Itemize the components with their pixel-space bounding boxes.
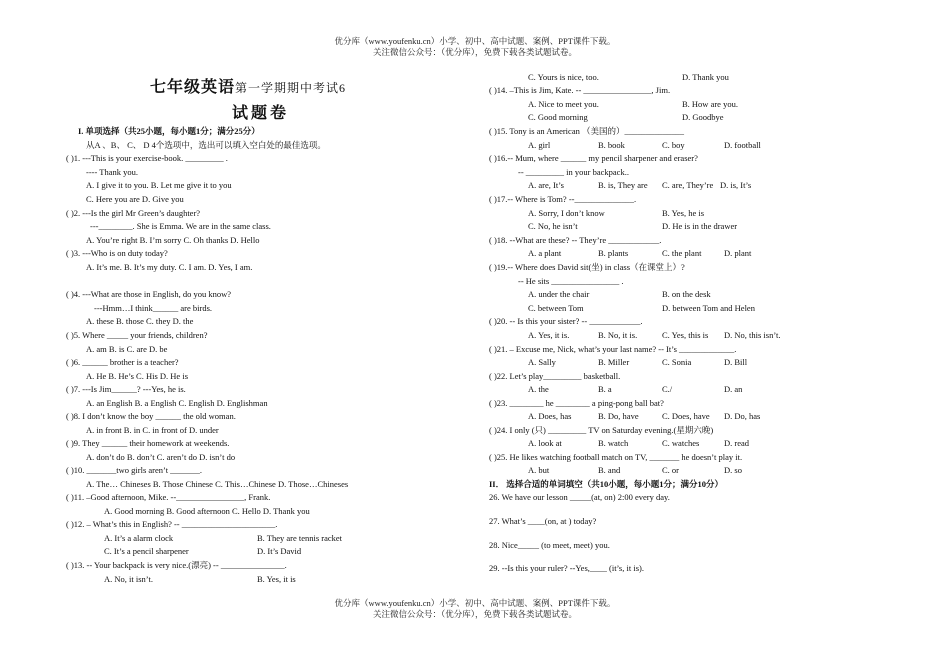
question-20: ( )20. -- Is this your sister? -- ____________. bbox=[489, 316, 643, 326]
question-12-option-b: B. They are tennis racket bbox=[257, 533, 343, 543]
question-1-options-ab: A. I give it to you. B. Let me give it to you bbox=[86, 180, 232, 190]
question-17-option-c: C. No, he isn’t bbox=[528, 221, 578, 231]
question-27: 27. What’s ____(on, at ) today? bbox=[489, 516, 597, 526]
question-22-option-d: D. an bbox=[724, 384, 743, 394]
question-25: ( )25. He likes watching football match on TV, _______ he doesn’t play it. bbox=[489, 452, 743, 462]
question-7: ( )7. ---Is Jim______? ---Yes, he is. bbox=[66, 384, 186, 394]
section-2-heading: II． 选择合适的单词填空（共10小题，每小题1分；满分10分） bbox=[489, 479, 723, 489]
question-15-option-d: D. football bbox=[724, 140, 761, 150]
question-1-reply: ---- Thank you. bbox=[86, 167, 139, 177]
question-21-option-b: B. Miller bbox=[598, 357, 630, 367]
question-22: ( )22. Let’s play_________ basketball. bbox=[489, 371, 621, 381]
question-14: ( )14. –This is Jim, Kate. -- ________________, Jim. bbox=[489, 85, 671, 95]
question-17-option-a: A. Sorry, I don’t know bbox=[528, 208, 605, 218]
question-19-reply: -- He sits ________________ . bbox=[518, 276, 624, 286]
question-18-option-c: C. the plant bbox=[662, 248, 702, 258]
question-17-option-b: B. Yes, he is bbox=[662, 208, 705, 218]
question-24: ( )24. I only (只) _________ TV on Saturday evening.(星期六晚) bbox=[489, 425, 714, 435]
question-4: ( )4. ---What are those in English, do you know? bbox=[66, 289, 231, 299]
question-25-option-b: B. and bbox=[598, 465, 621, 475]
question-22-option-c: C./ bbox=[662, 384, 673, 394]
question-2: ( )2. ---Is the girl Mr Green’s daughter? bbox=[66, 208, 201, 218]
question-8: ( )8. I don’t know the boy ______ the old woman. bbox=[66, 411, 236, 421]
exam-title-main: 七年级英语 bbox=[150, 79, 236, 96]
question-26: 26. We have our lesson _____(at, on) 2:00 every day. bbox=[489, 492, 670, 502]
question-23-option-a: A. Does, has bbox=[528, 411, 572, 421]
question-3-options: A. It’s me. B. It’s my duty. C. I am. D. Yes, I am. bbox=[86, 262, 253, 272]
question-19-option-d: D. between Tom and Helen bbox=[662, 303, 755, 313]
question-2-options: A. You’re right B. I’m sorry C. Oh thanks D. Hello bbox=[86, 235, 260, 245]
question-25-option-a: A. but bbox=[528, 465, 550, 475]
question-19-option-b: B. on the desk bbox=[662, 289, 711, 299]
question-13-option-d: D. Thank you bbox=[682, 72, 729, 82]
question-13-option-c: C. Yours is nice, too. bbox=[528, 72, 599, 82]
question-15-option-a: A. girl bbox=[528, 140, 551, 150]
question-11-options: A. Good morning B. Good afternoon C. Hello D. Thank you bbox=[104, 506, 310, 516]
question-24-option-a: A. look at bbox=[528, 438, 562, 448]
question-18-option-a: A. a plant bbox=[528, 248, 562, 258]
question-12-option-c: C. It’s a pencil sharpener bbox=[104, 546, 189, 556]
question-2-reply: ---________. She is Emma. We are in the same class. bbox=[90, 221, 271, 231]
question-29: 29. --Is this your ruler? --Yes,____ (it’s, it is). bbox=[489, 563, 644, 573]
question-16: ( )16.-- Mum, where ______ my pencil sharpener and eraser? bbox=[489, 153, 698, 163]
question-5-options: A. am B. is C. are D. be bbox=[86, 344, 168, 354]
question-3: ( )3. ---Who is on duty today? bbox=[66, 248, 168, 258]
question-12: ( )12. – What’s this in English? -- ______________________. bbox=[66, 519, 278, 529]
question-25-option-d: D. so bbox=[724, 465, 742, 475]
question-15-option-b: B. book bbox=[598, 140, 625, 150]
question-15-option-c: C. boy bbox=[662, 140, 685, 150]
question-21-option-a: A. Sally bbox=[528, 357, 556, 367]
question-17: ( )17.-- Where is Tom? --______________. bbox=[489, 194, 637, 204]
question-20-option-a: A. Yes, it is. bbox=[528, 330, 570, 340]
paper-title: 试题卷 bbox=[232, 105, 290, 122]
question-11: ( )11. –Good afternoon, Mike. --________________, Frank. bbox=[66, 492, 271, 502]
question-5: ( )5. Where _____ your friends, children? bbox=[66, 330, 208, 340]
question-18: ( )18. --What are these? -- They’re ____________. bbox=[489, 235, 662, 245]
question-16-option-b: B. is, They are bbox=[598, 180, 648, 190]
question-24-option-d: D. read bbox=[724, 438, 750, 448]
question-21-option-d: D. Bill bbox=[724, 357, 748, 367]
question-1-options-cd: C. Here you are D. Give you bbox=[86, 194, 184, 204]
exam-title bbox=[150, 74, 346, 97]
footer-line-1: 优分库（www.youfenku.cn）小学、初中、高中试题、案例、PPT课件下载。 bbox=[334, 598, 616, 608]
question-23-option-c: C. Does, have bbox=[662, 411, 710, 421]
question-1: ( )1. ---This is your exercise-book. _________ . bbox=[66, 153, 228, 163]
question-16-reply: -- _________ in your backpack.. bbox=[518, 167, 629, 177]
question-20-option-b: B. No, it is. bbox=[598, 330, 638, 340]
page-footer bbox=[0, 598, 950, 620]
question-13-option-b: B. Yes, it is bbox=[257, 574, 296, 584]
question-6: ( )6. ______ brother is a teacher? bbox=[66, 357, 179, 367]
question-10-options: A. The… Chineses B. Those Chinese C. This…Chinese D. Those…Chineses bbox=[86, 479, 349, 489]
question-15: ( )15. Tony is an American （美国的）______________ bbox=[489, 126, 684, 136]
question-23-option-d: D. Do, has bbox=[724, 411, 761, 421]
question-28: 28. Nice_____ (to meet, meet) you. bbox=[489, 540, 610, 550]
question-17-option-d: D. He is in the drawer bbox=[662, 221, 738, 231]
question-14-option-b: B. How are you. bbox=[682, 99, 738, 109]
question-13-option-a: A. No, it isn’t. bbox=[104, 574, 153, 584]
question-16-option-d: D. is, It’s bbox=[720, 180, 752, 190]
question-14-option-c: C. Good morning bbox=[528, 112, 588, 122]
question-14-option-d: D. Goodbye bbox=[682, 112, 724, 122]
question-16-option-c: C. are, They’re bbox=[662, 180, 714, 190]
question-23-option-b: B. Do, have bbox=[598, 411, 639, 421]
question-20-option-d: D. No, this isn’t. bbox=[724, 330, 781, 340]
question-13: ( )13. -- Your backpack is very nice.(漂亮) -- _______________. bbox=[66, 560, 287, 570]
question-7-options: A. an English B. a English C. English D. Englishman bbox=[86, 398, 268, 408]
question-8-options: A. in front B. in C. in front of D. under bbox=[86, 425, 219, 435]
question-9: ( )9. They ______ their homework at weekends. bbox=[66, 438, 230, 448]
question-18-option-d: D. plant bbox=[724, 248, 752, 258]
question-21-option-c: C. Sonia bbox=[662, 357, 692, 367]
question-12-option-d: D. It’s David bbox=[257, 546, 302, 556]
section-1-instruction: 从A 、B、 C、 D 4个选项中，选出可以填入空白处的最佳选项。 bbox=[86, 140, 326, 150]
header-line-1: 优分库（www.youfenku.cn）小学、初中、高中试题、案例、PPT课件下载。 bbox=[334, 36, 616, 46]
question-24-option-c: C. watches bbox=[662, 438, 700, 448]
question-23: ( )23. ________ he ________ a ping-pong ball bat? bbox=[489, 398, 664, 408]
question-14-option-a: A. Nice to meet you. bbox=[528, 99, 599, 109]
exam-title-sub: 第一学期期中考试6 bbox=[235, 81, 347, 95]
question-19-option-c: C. between Tom bbox=[528, 303, 584, 313]
question-4-reply: ---Hmm…I think______ are birds. bbox=[94, 303, 213, 313]
question-19: ( )19.-- Where does David sit(坐) in class（在课堂上）? bbox=[489, 262, 685, 272]
page-header bbox=[0, 36, 950, 58]
question-18-option-b: B. plants bbox=[598, 248, 629, 258]
question-10: ( )10. _______two girls aren’t _______. bbox=[66, 465, 203, 475]
question-4-options: A. these B. those C. they D. the bbox=[86, 316, 194, 326]
question-16-option-a: A. are, It’s bbox=[528, 180, 564, 190]
question-19-option-a: A. under the chair bbox=[528, 289, 590, 299]
footer-line-2: 关注微信公众号：（优分库），免费下载各类试题试卷。 bbox=[372, 609, 577, 619]
question-22-option-a: A. the bbox=[528, 384, 549, 394]
question-20-option-c: C. Yes, this is bbox=[662, 330, 709, 340]
question-6-options: A. He B. He’s C. His D. He is bbox=[86, 371, 188, 381]
header-line-2: 关注微信公众号：（优分库），免费下载各类试题试卷。 bbox=[372, 47, 577, 57]
question-21: ( )21. – Excuse me, Nick, what’s your last name? -- It’s _____________. bbox=[489, 344, 737, 354]
question-24-option-b: B. watch bbox=[598, 438, 629, 448]
question-25-option-c: C. or bbox=[662, 465, 679, 475]
question-22-option-b: B. a bbox=[598, 384, 612, 394]
question-12-option-a: A. It’s a alarm clock bbox=[104, 533, 174, 543]
question-9-options: A. don’t do B. don’t C. aren’t do D. isn’t do bbox=[86, 452, 236, 462]
section-1-heading: I. 单项选择（共25小题，每小题1分；满分25分） bbox=[78, 126, 260, 136]
